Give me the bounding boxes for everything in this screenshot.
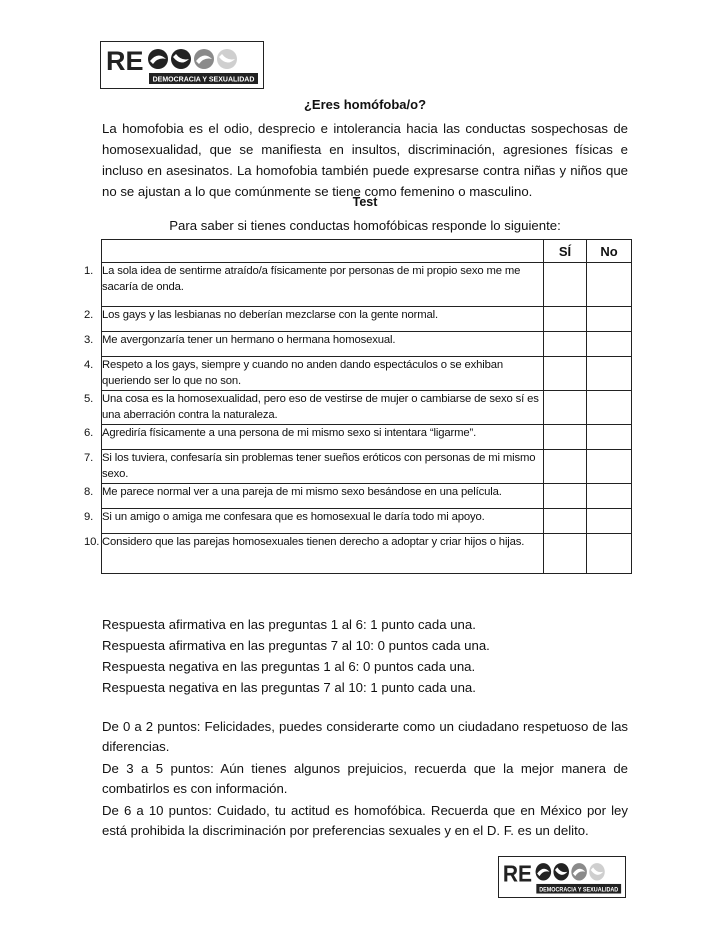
column-header-yes: SÍ (544, 240, 587, 263)
question-row (102, 484, 632, 509)
question-text-cell (84, 391, 544, 425)
answer-no-box[interactable] (587, 450, 632, 484)
question-text: Considero que las parejas homosexuales tienen derecho a adoptar y criar hijos o hijas. (102, 536, 525, 548)
logo-graphic (101, 42, 263, 88)
answer-yes-box[interactable] (544, 509, 587, 534)
intro-paragraph: La homofobia es el odio, desprecio e intolerancia hacia las conductas sospechosas de homosexualidad, que se manifiesta en insultos, discriminación, agresiones físicas e incluso en asesinatos. La homofobia también puede expresarse contra niñas y niños que no se ajustan a lo que comúnmente se tiene como femenino o masculino. (102, 121, 628, 199)
question-text-cell (84, 263, 544, 307)
logo-letters: RE (106, 46, 144, 76)
logo-swirl-icons (148, 49, 237, 69)
answer-no-box[interactable] (587, 391, 632, 425)
test-heading: Test (352, 195, 378, 209)
answer-no-box[interactable] (587, 357, 632, 391)
question-number: 1. (84, 265, 94, 277)
question-text: Me parece normal ver a una pareja de mi mismo sexo besándose en una película. (102, 486, 502, 498)
answer-no-box[interactable] (587, 509, 632, 534)
question-row (102, 450, 632, 484)
answer-no-box[interactable] (587, 425, 632, 450)
answer-yes-box[interactable] (544, 332, 587, 357)
answer-yes-box[interactable] (544, 357, 587, 391)
scoring-rule: Respuesta afirmativa en las preguntas 1 al 6: 1 punto cada una. (102, 617, 476, 632)
logo-tagline: DEMOCRACIA Y SEXUALIDAD (152, 76, 255, 84)
question-number: 6. (84, 427, 94, 439)
scoring-rule: Respuesta afirmativa en las preguntas 7 al 10: 0 puntos cada una. (102, 638, 490, 653)
question-text: Me avergonzaría tener un hermano o hermana homosexual. (102, 334, 396, 346)
question-number: 4. (84, 359, 94, 371)
answer-yes-box[interactable] (544, 263, 587, 307)
question-number: 8. (84, 486, 94, 498)
answer-no-box[interactable] (587, 484, 632, 509)
result-range: De 6 a 10 puntos: Cuidado, tu actitud es homofóbica. Recuerda que en México por ley está prohibida la discriminación por preferencias sexuales y en el D. F. es un delito. (102, 803, 628, 838)
question-number: 7. (84, 452, 94, 464)
question-text-cell (84, 450, 544, 484)
result-range: De 3 a 5 puntos: Aún tienes algunos prejuicios, recuerda que la mejor manera de combatirlos es con información. (102, 761, 628, 796)
scoring-rules (102, 614, 628, 698)
question-text-cell (84, 509, 544, 534)
results-section (102, 717, 628, 843)
question-row (102, 307, 632, 332)
answer-no-box[interactable] (587, 534, 632, 574)
question-row (102, 425, 632, 450)
question-text-cell (84, 332, 544, 357)
answer-no-box[interactable] (587, 332, 632, 357)
scoring-rule: Respuesta negativa en las preguntas 1 al 6: 0 puntos cada una. (102, 659, 476, 674)
question-row (102, 391, 632, 425)
question-number: 9. (84, 511, 94, 523)
question-text-cell (84, 425, 544, 450)
answer-yes-box[interactable] (544, 484, 587, 509)
answer-yes-box[interactable] (544, 307, 587, 332)
question-text-cell (84, 484, 544, 509)
question-text-cell (84, 534, 544, 574)
instructions: Para saber si tienes conductas homofóbicas responde lo siguiente: (169, 218, 561, 233)
question-row (102, 509, 632, 534)
question-text: La sola idea de sentirme atraído/a físicamente por personas de mi propio sexo me me sacaría de onda. (102, 265, 521, 293)
question-number: 3. (84, 334, 94, 346)
question-text: Respeto a los gays, siempre y cuando no anden dando espectáculos o se exhiban queriendo ser lo que no son. (102, 359, 504, 387)
question-number: 2. (84, 309, 94, 321)
quiz-table (84, 239, 632, 574)
logo-swirl-icons (536, 863, 605, 880)
answer-yes-box[interactable] (544, 450, 587, 484)
question-text-cell (84, 357, 544, 391)
question-row (102, 332, 632, 357)
question-text: Una cosa es la homosexualidad, pero eso de vestirse de mujer o cambiarse de sexo sí es una aberración contra la naturaleza. (102, 393, 539, 421)
question-row (102, 357, 632, 391)
question-number: 5. (84, 393, 94, 405)
question-text: Los gays y las lesbianas no deberían mezclarse con la gente normal. (102, 309, 438, 321)
question-number: 10. (84, 536, 100, 548)
answer-yes-box[interactable] (544, 534, 587, 574)
logo-tagline: DEMOCRACIA Y SEXUALIDAD (539, 887, 619, 894)
answer-yes-box[interactable] (544, 391, 587, 425)
question-row (102, 534, 632, 574)
column-header-no: No (587, 240, 632, 263)
question-text: Si los tuviera, confesaría sin problemas tener sueños eróticos con personas de mi mismo sexo. (102, 452, 536, 480)
question-text: Si un amigo o amiga me confesara que es homosexual le daría todo mi apoyo. (102, 511, 485, 523)
answer-no-box[interactable] (587, 263, 632, 307)
result-range: De 0 a 2 puntos: Felicidades, puedes considerarte como un ciudadano respetuoso de las diferencias. (102, 719, 628, 754)
answer-no-box[interactable] (587, 307, 632, 332)
logo-top (100, 41, 264, 89)
answer-yes-box[interactable] (544, 425, 587, 450)
question-row (102, 263, 632, 307)
logo-graphic (499, 857, 625, 897)
logo-bottom (498, 856, 626, 898)
page-title: ¿Eres homófoba/o? (303, 97, 427, 112)
question-text-cell (84, 307, 544, 332)
scoring-rule: Respuesta negativa en las preguntas 7 al 10: 1 punto cada una. (102, 680, 476, 695)
question-text: Agrediría físicamente a una persona de mi mismo sexo si intentara “ligarme”. (102, 427, 477, 439)
logo-letters: RE (502, 860, 533, 887)
